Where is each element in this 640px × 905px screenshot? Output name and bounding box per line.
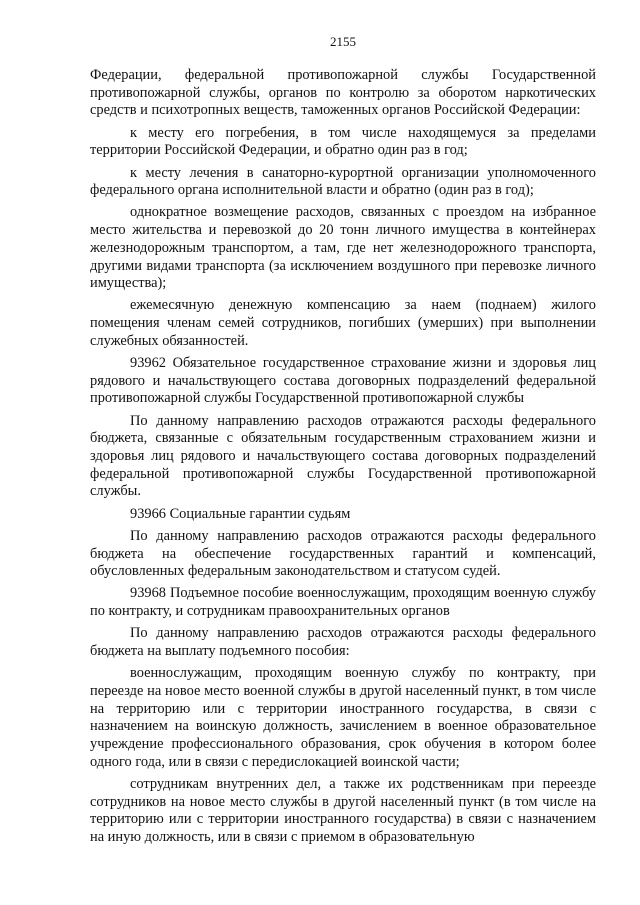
paragraph: ежемесячную денежную компенсацию за наем (поднаем) жилого помещения членам семей сотрудников, погибших (умерших) при выполнении служебных обязанностей. — [90, 297, 596, 349]
paragraph: По данному направлению расходов отражаются расходы федерального бюджета на обеспечение государственных гарантий и компенсаций, обусловленных федеральным законодательством и статусом судей. — [90, 527, 596, 580]
paragraph: к месту его погребения, в том числе находящемуся за пределами территории Российской Федерации, и обратно один раз в год; — [90, 124, 596, 159]
document-page — [90, 34, 596, 851]
paragraph: По данному направлению расходов отражаются расходы федерального бюджета, связанные с обязательным государственным страхованием жизни и здоровья лиц рядового и начальствующего состава договорных подразделений федеральной противопожарной службы Государственной противопожарной службы. — [90, 412, 596, 500]
paragraph: Федерации, федеральной противопожарной службы Государственной противопожарной службы, органов по контролю за оборотом наркотических средств и психотропных веществ, таможенных органов Российской Федерации: — [90, 67, 596, 119]
page-number: 2155 — [330, 34, 356, 49]
paragraph: По данному направлению расходов отражаются расходы федерального бюджета на выплату подъемного пособия: — [90, 625, 596, 660]
section-heading: 93962 Обязательное государственное страхование жизни и здоровья лиц рядового и начальствующего состава договорных подразделений федеральной противопожарной службы Государственной противопожарной службы — [90, 355, 596, 407]
body-text — [90, 67, 596, 847]
section-heading: 93968 Подъемное пособие военнослужащим, проходящим военную службу по контракту, и сотрудникам правоохранительных органов — [90, 585, 596, 620]
paragraph: к месту лечения в санаторно-курортной организации уполномоченного федерального органа исполнительной власти и обратно (один раз в год); — [90, 164, 596, 199]
section-heading: 93966 Социальные гарантии судьям — [130, 505, 351, 522]
paragraph: военнослужащим, проходящим военную службу по контракту, при переезде на новое место военной службы в другой населенный пункт, в том числе на территорию или с территории иностранного государства, в связи с назначением на воинскую должность, зачислением в военное образовательное учреждение профессионального образования, срок обучения в котором более одного года, или в связи с передислокацией воинской части; — [90, 665, 596, 770]
paragraph: однократное возмещение расходов, связанных с проездом на избранное место жительства и перевозкой до 20 тонн личного имущества в контейнерах железнодорожным транспортом, а там, где нет железнодорожного транспорта, другими видами транспорта (за исключением воздушного при перевозке личного имущества); — [90, 204, 596, 292]
paragraph: сотрудникам внутренних дел, а также их родственникам при переезде сотрудников на новое место службы в другой населенный пункт (в том числе на территорию или с территории иностранного государства) в связи с назначением на иную должность, или в связи с приемом в образовательную — [90, 776, 596, 846]
